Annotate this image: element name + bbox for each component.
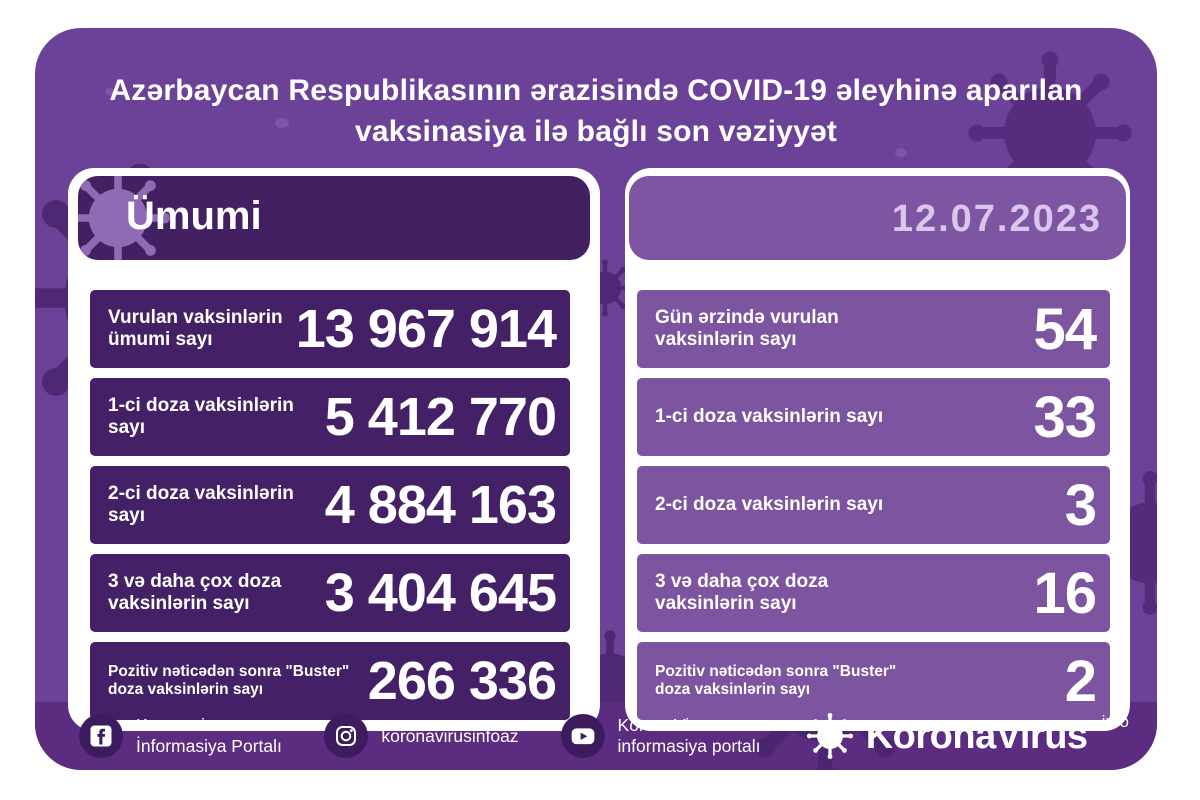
stat-label: 3 və daha çox doza vaksinlərin sayı bbox=[655, 571, 829, 614]
facebook-label: Koronavirus İnformasiya Portalı bbox=[136, 715, 282, 756]
stat-value: 33 bbox=[1033, 384, 1096, 450]
stat-value: 3 bbox=[1064, 472, 1096, 538]
youtube-icon bbox=[561, 714, 605, 758]
footer-content bbox=[35, 702, 1157, 770]
stat-row-dose1-total bbox=[90, 378, 570, 456]
stat-value: 5 412 770 bbox=[324, 387, 556, 447]
stat-label: 1-ci doza vaksinlərin sayı bbox=[108, 395, 294, 438]
stat-value: 2 bbox=[1064, 648, 1096, 714]
stat-label: Pozitiv nəticədən sonra "Buster" doza vaksinlərin sayı bbox=[655, 663, 897, 698]
stat-label: 2-ci doza vaksinlərin sayı bbox=[655, 494, 884, 516]
instagram-label: koronavirusinfoaz bbox=[381, 725, 519, 746]
brand-name: KoronaVirus bbox=[865, 714, 1088, 757]
stat-label: Pozitiv nəticədən sonra "Buster" doza vaksinlərin sayı bbox=[108, 663, 350, 698]
stat-row-dose3plus-total bbox=[90, 554, 570, 632]
stat-value: 3 404 645 bbox=[324, 563, 556, 623]
page-title bbox=[35, 70, 1157, 152]
koronavirus-logo bbox=[806, 712, 1127, 760]
stat-label: 2-ci doza vaksinlərin sayı bbox=[108, 483, 294, 526]
stat-row-dose2-total bbox=[90, 466, 570, 544]
infographic-card bbox=[35, 28, 1157, 770]
stat-row-daily-vaccines bbox=[637, 290, 1110, 368]
stat-value: 4 884 163 bbox=[324, 475, 556, 535]
stat-row-dose1-daily bbox=[637, 378, 1110, 456]
stat-label: Vurulan vaksinlərin ümumi sayı bbox=[108, 307, 283, 350]
stat-row-dose2-daily bbox=[637, 466, 1110, 544]
stat-row-dose3plus-daily bbox=[637, 554, 1110, 632]
instagram-link[interactable] bbox=[324, 714, 518, 758]
totals-panel bbox=[68, 168, 600, 731]
youtube-label: KoronaVirus informasiya portalı bbox=[617, 715, 761, 756]
daily-panel bbox=[625, 168, 1130, 731]
report-date: 12.07.2023 bbox=[891, 198, 1102, 240]
daily-rows bbox=[637, 290, 1110, 720]
stat-label: Gün ərzində vurulan vaksinlərin sayı bbox=[655, 307, 839, 350]
stat-row-total-vaccines bbox=[90, 290, 570, 368]
youtube-link[interactable] bbox=[561, 714, 764, 758]
stat-value: 54 bbox=[1033, 296, 1096, 362]
totals-panel-title: Ümumi bbox=[126, 194, 262, 238]
page-title-line1: Azərbaycan Respublikasının ərazisində COVID-19 əleyhinə aparılan bbox=[109, 74, 1083, 107]
page-title-line2: vaksinasiya ilə bağlı son vəziyyət bbox=[354, 115, 838, 148]
stat-label: 1-ci doza vaksinlərin sayı bbox=[655, 406, 884, 428]
facebook-link[interactable] bbox=[79, 714, 282, 758]
stat-label: 3 və daha çox doza vaksinlərin sayı bbox=[108, 571, 282, 614]
brand-superscript: info bbox=[1101, 712, 1129, 731]
instagram-icon bbox=[324, 714, 368, 758]
virus-icon bbox=[806, 712, 854, 760]
stat-value: 16 bbox=[1033, 560, 1096, 626]
stat-value: 266 336 bbox=[367, 651, 556, 711]
totals-panel-header bbox=[78, 176, 590, 260]
daily-panel-header bbox=[629, 176, 1126, 260]
stat-value: 13 967 914 bbox=[295, 299, 556, 359]
totals-rows bbox=[90, 290, 570, 720]
facebook-icon bbox=[79, 714, 123, 758]
